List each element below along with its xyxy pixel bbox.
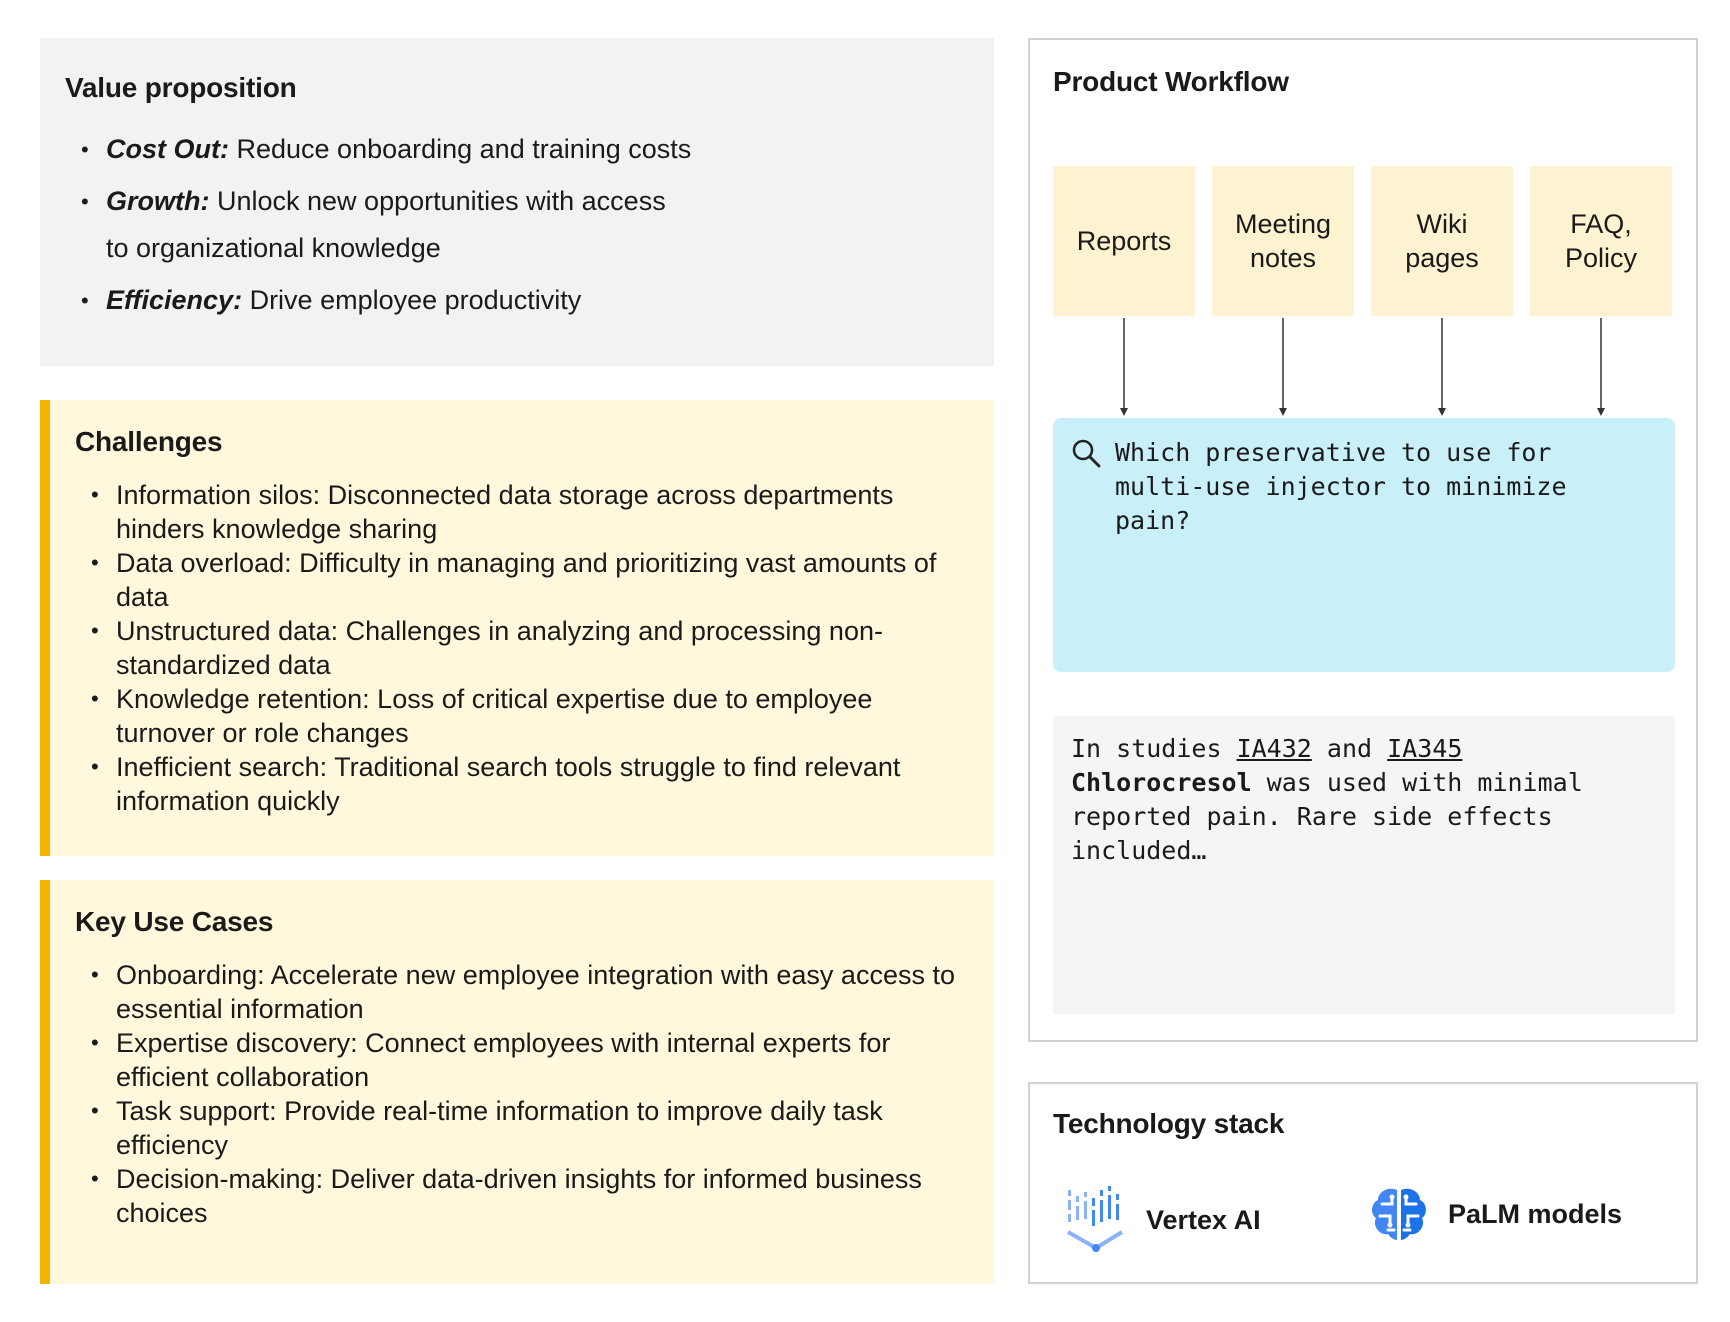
tech-label: Vertex AI <box>1146 1204 1261 1235</box>
source-faq-policy: FAQ, Policy <box>1530 166 1672 316</box>
use-cases-title: Key Use Cases <box>75 906 274 937</box>
source-reports: Reports <box>1053 166 1195 316</box>
search-query-box[interactable] <box>1053 418 1675 672</box>
tech-stack-title: Technology stack <box>1053 1108 1285 1139</box>
challenges-list <box>75 478 994 818</box>
search-icon <box>1071 438 1101 468</box>
use-cases-panel <box>40 880 994 1284</box>
list-item: • Decision-making: Deliver data-driven insights for informed business choices <box>75 1162 994 1230</box>
list-item: • Task support: Provide real-time information to improve daily task efficiency <box>75 1094 994 1162</box>
list-item: • Cost Out: Reduce onboarding and training costs <box>65 126 994 173</box>
technology-stack-panel <box>1028 1082 1698 1284</box>
arrow-down-icon <box>1118 318 1130 418</box>
list-item: • Expertise discovery: Connect employees with internal experts for efficient collaboration <box>75 1026 994 1094</box>
arrow-down-icon <box>1436 318 1448 418</box>
study-link-ia432[interactable]: IA432 <box>1236 734 1312 763</box>
list-item: • Efficiency: Drive employee productivity <box>65 277 994 324</box>
arrow-down-icon <box>1595 318 1607 418</box>
value-proposition-panel <box>40 38 994 366</box>
study-link-ia345[interactable]: IA345 <box>1387 734 1463 763</box>
list-item: • Inefficient search: Traditional search tools struggle to find relevant information quickly <box>75 750 994 818</box>
value-proposition-title: Value proposition <box>65 72 297 103</box>
tech-label: PaLM models <box>1448 1198 1623 1229</box>
answer-box: In studies IA432 and IA345 Chlorocresol was used with minimal reported pain. Rare side effects included… <box>1053 716 1675 1014</box>
list-item: • Growth: Unlock new opportunities with access to organizational knowledge <box>65 178 994 272</box>
list-item: • Unstructured data: Challenges in analyzing and processing non-standardized data <box>75 614 994 682</box>
value-proposition-list <box>65 126 994 324</box>
challenges-title: Challenges <box>75 426 223 457</box>
list-item: • Knowledge retention: Loss of critical expertise due to employee turnover or role changes <box>75 682 994 750</box>
list-item: • Data overload: Difficulty in managing and prioritizing vast amounts of data <box>75 546 994 614</box>
source-wiki-pages: Wiki pages <box>1371 166 1513 316</box>
list-item: • Information silos: Disconnected data storage across departments hinders knowledge sharing <box>75 478 994 546</box>
palm-brain-icon <box>1368 1184 1430 1244</box>
vertex-ai-icon <box>1064 1184 1128 1256</box>
source-meeting-notes: Meeting notes <box>1212 166 1354 316</box>
workflow-title: Product Workflow <box>1053 66 1289 97</box>
answer-highlight: Chlorocresol <box>1071 768 1252 797</box>
arrow-down-icon <box>1277 318 1289 418</box>
list-item: • Onboarding: Accelerate new employee integration with easy access to essential information <box>75 958 994 1026</box>
tech-item-palm-models <box>1368 1184 1622 1244</box>
search-query-text: Which preservative to use for multi-use injector to minimize pain? <box>1115 438 1567 535</box>
tech-item-vertex-ai <box>1064 1184 1261 1256</box>
use-cases-list <box>75 958 994 1230</box>
product-workflow-panel <box>1028 38 1698 1042</box>
challenges-panel <box>40 400 994 856</box>
